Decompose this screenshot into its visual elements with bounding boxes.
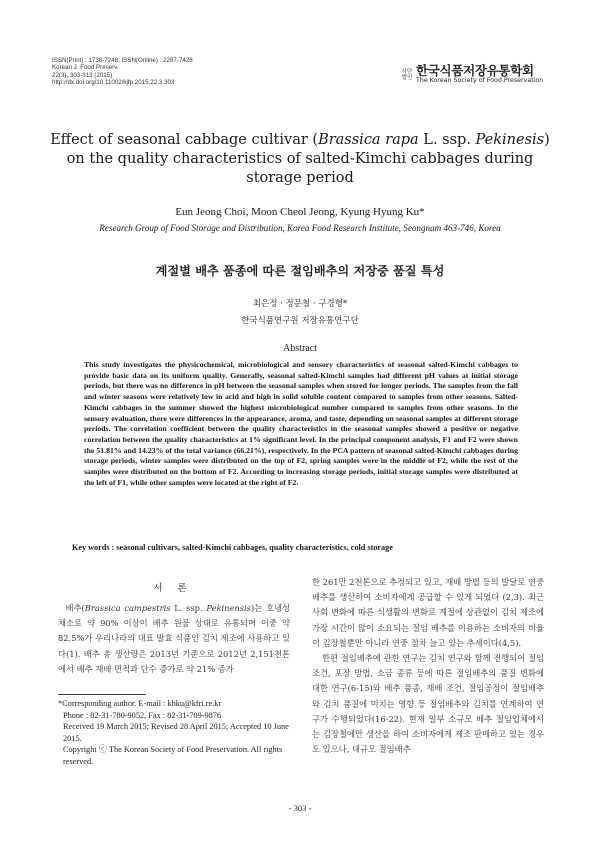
section-heading-introduction: 서 론 <box>153 583 193 594</box>
article-title <box>40 131 560 188</box>
body-left-column: 배추(Brassica campestris L. ssp. Pekinensis)는 호냉성 채소로 약 90% 이상이 배추 원물 상태로 유통되며 이중 약 82.5%가 우리나라의 대표 발효 식품인 김치 제조에 사용하고 있다(1). 배추 총 생산량은 2013년 기준으로 2012년 2,151천톤에서 배추 재배 면적과 단수 증가로 약 21% 증가 <box>58 603 291 674</box>
logo-mark <box>400 67 414 83</box>
society-logo <box>400 64 543 85</box>
footnote-divider <box>58 694 146 695</box>
korean-title: 계절별 배추 품종에 따른 절임배추의 저장중 품질 특성 <box>155 264 445 278</box>
authors: Eun Jeong Choi, Moon Cheol Jeong, Kyung Hyung Ku* <box>175 206 425 218</box>
corresponding-author: *Corresponding author. E-mail : khku@kfri.re.kr <box>58 699 222 708</box>
received-dates: Received 19 March 2015; Revised 28 April 2015; Accepted 10 June 2015. <box>63 722 289 743</box>
issn-line: ISSN(Print) : 1738-7248, ISSN(Online) : 2287-7428 <box>52 57 193 64</box>
keywords-list: seasonal cultivars, salted-Kimchi cabbages, quality characteristics, cold storage <box>116 543 393 552</box>
journal-name-line: Korean J. Food Preserv. <box>52 64 119 72</box>
doi-link[interactable]: http://dx.doi.org/10.11002/kjfp.2015.22.3.303 <box>52 78 175 86</box>
contact-phone: Phone : 82-31-780-9052, Fax : 82-31-709-9876 <box>63 710 222 720</box>
title-line-1: Effect of seasonal cabbage cultivar (Brassica rapa L. ssp. Pekinesis) <box>50 132 550 148</box>
body-paragraph-2: 한편 절임배추에 관한 연구는 김치 연구와 함께 진행되어 절임조건, 포장 방법, 소금 종류 등에 따른 절임배추의 품질 변화에 대한 연구(6-15)와 배추 품종, 재배 조건, 절임공정이 절임배추와 김치 품질에 미치는 영향 등 절임배추와 김치를 연계하여 연구가 수행되었다(16-22). 현재 일부 소규모 배추 절임업체에서는 김장철에만 생산을 하여 소비자에게 제조 판매하고 있는 경우도 있으나, 대규모 절임배추 <box>312 653 544 755</box>
body-paragraph-1: 한 261만 2천톤으로 추정되고 있고, 재배 방법 등의 발달로 연중 배추를 생산하여 소비자에게 공급할 수 있게 되었다 (2,3). 최근 사회 변화에 따른 식생활의 변화로 계절에 상관없이 김치 제조에 가장 시간이 많이 소요되는 절임 배추를 이용하는 소비자의 비율이 김장철뿐만 아니라 연중 점차 늘고 있는 추세이다(4,5). <box>312 577 544 648</box>
logo-mark-line2: 법인 <box>401 74 413 81</box>
affiliation: Research Group of Food Storage and Distribution, Korea Food Research Institute, Seongnam 463-746, Korea <box>99 223 501 233</box>
title-line-2: on the quality characteristics of salted-Kimchi cabbages during <box>66 151 534 167</box>
volume-line: 22(3), 303-313 (2015) <box>52 71 113 79</box>
logo-mark-line1: 사단 <box>401 68 413 75</box>
copyright: Copyright ⓒ The Korean Society of Food Preservation. All rights reserved. <box>63 745 283 766</box>
logo-korean-name: 한국식품저장유통학회 <box>416 63 534 78</box>
abstract-text: This study investigates the physicochemical, microbiological and sensory characteristics of seasonal salted-Kimchi cabbages to provide basic data on its uniform quality. Generally, seasonal salted-Kimchi samples had different pH values at initial storage periods, but there was no difference in pH between the seasonal samples when stored for longer periods. The samples from the fall and winter seasons were relatively low in acid and high in solid soluble content compared to samples from other seasons. Salted-Kimchi cabbages in the summer showed the highest microbiological number compared to samples from other seasons. In the sensory evaluation, there were differences in the appearance, aroma, and taste, depending on seasonal samples at different storage periods. The correlation coefficient between the quality characteristics in the seasonal samples showed a positive or negative correlation between the quality characteristics at 1% significant level. In the principal component analysis, F1 and F2 were shown the 51.81% and 14.23% of the total variance (66.21%), respectively. In the PCA pattern of seasonal salted-Kimchi cabbages during storage periods, winter samples were distributed on the top of F2, spring samples were in the middle of F2, while the rest of the samples were distributed on the bottom of F2. According to increasing storage periods, initial storage samples were distributed at the left of F1, while other samples were located at the right of F2. <box>84 360 518 487</box>
page-number: - 303 - <box>288 803 312 813</box>
abstract-heading: Abstract <box>283 343 317 354</box>
keywords-label: Key words : <box>72 543 115 552</box>
logo-english-name: The Korean Society of Food Preservation <box>416 77 544 84</box>
footnote <box>58 698 292 767</box>
keywords <box>72 543 393 552</box>
journal-metadata <box>52 57 193 86</box>
korean-affiliation: 한국식품연구원 저장유통연구단 <box>241 316 359 326</box>
title-line-3: storage period <box>246 170 354 186</box>
body-right-column <box>312 575 544 757</box>
korean-authors: 최은정 · 정문철 · 구경형* <box>252 299 348 309</box>
